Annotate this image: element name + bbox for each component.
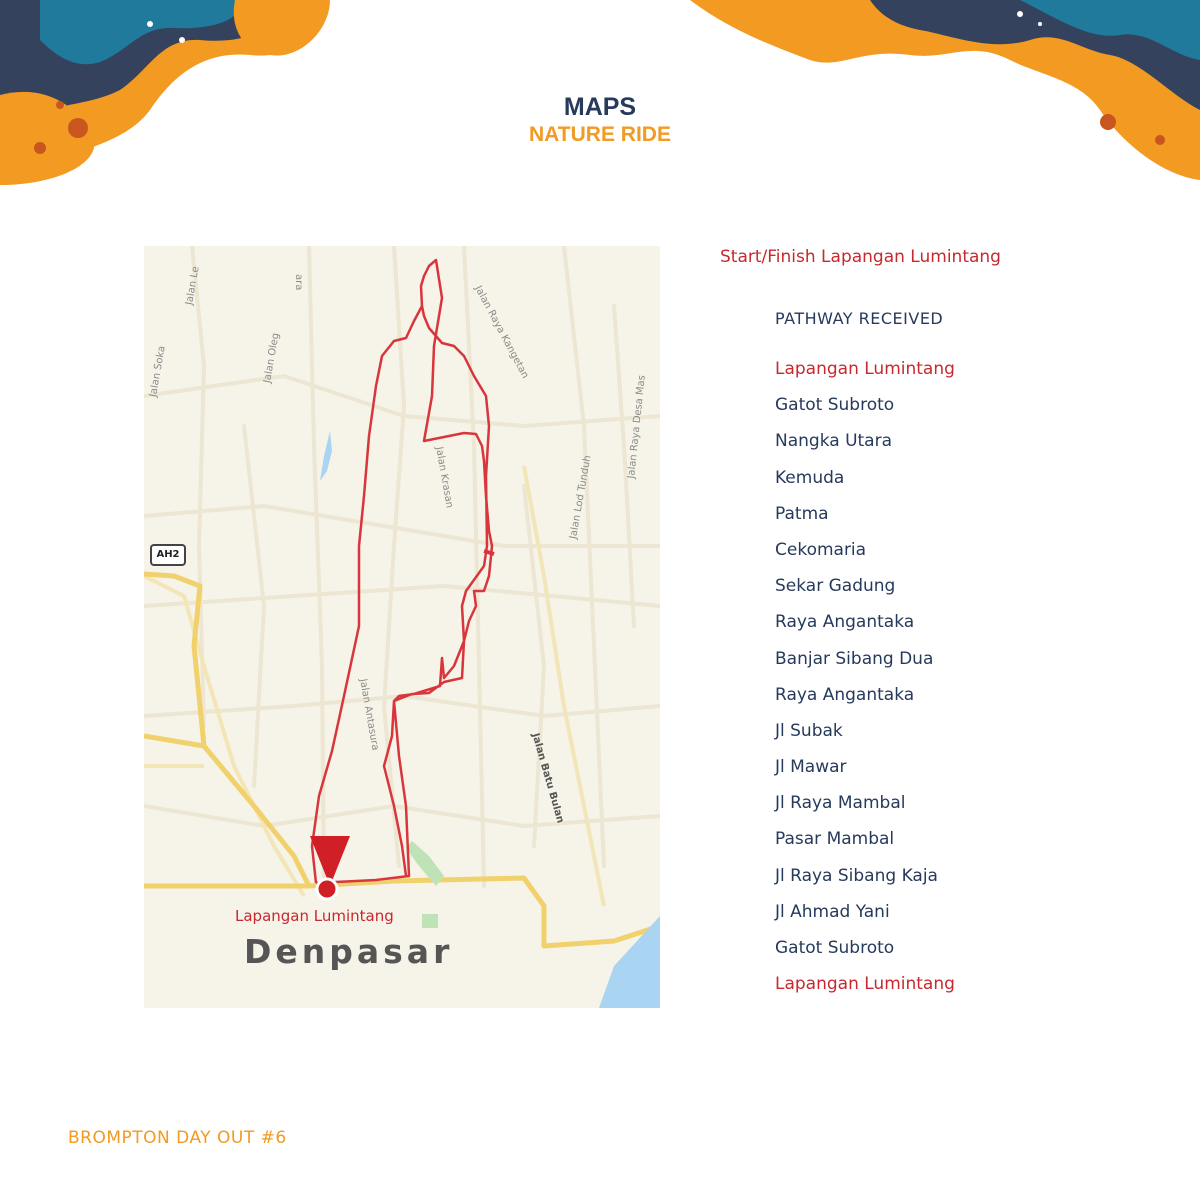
route-stop: Jl Subak [775, 720, 843, 741]
road-label: Jalan Le [184, 265, 202, 306]
route-stop: Jl Raya Sibang Kaja [775, 865, 938, 886]
route-stop: Lapangan Lumintang [775, 359, 955, 379]
route-stop: Pasar Mambal [775, 829, 895, 850]
page-title: MAPS [563, 93, 637, 121]
route-stop: Jl Ahmad Yani [775, 901, 890, 922]
route-stop: Sekar Gadung [775, 576, 896, 597]
route-stop: Jl Raya Mambal [775, 793, 906, 814]
road-label: Jalan Oleg [262, 332, 282, 384]
route-stop: Cekomaria [775, 539, 867, 560]
route-stop: Gatot Subroto [775, 938, 895, 958]
pathway-heading: PATHWAY RECEIVED [775, 309, 944, 328]
road-label: Jalan Antasura [357, 678, 381, 752]
start-finish-label: Start/Finish Lapangan Lumintang [720, 247, 1001, 267]
page-header [0, 92, 1200, 148]
road-label: Jalan Raya Desa Mas [626, 374, 648, 480]
road-label: Jalan Batu Bulan [529, 732, 566, 825]
road-label: ara [293, 274, 304, 291]
route-stop-list [775, 357, 955, 1008]
route-map[interactable] [144, 246, 660, 1008]
road-label: Jalan Soka [148, 345, 168, 398]
highway-badge: AH2 [150, 544, 186, 566]
route-info [720, 247, 1001, 267]
road-label: Jalan Raya Kangetan [472, 284, 531, 381]
page-subtitle: NATURE RIDE [529, 123, 671, 146]
footer-text: BROMPTON DAY OUT #6 [68, 1128, 287, 1148]
road-label: Jalan Lod Tunduh [568, 454, 594, 540]
map-pin-icon [310, 836, 350, 899]
city-label: Denpasar [244, 932, 454, 971]
road-label: Jalan Krasan [433, 446, 455, 509]
route-stop: Jl Mawar [775, 757, 847, 778]
map-canvas [144, 246, 660, 1008]
route-path [316, 260, 492, 883]
marker-label: Lapangan Lumintang [235, 907, 394, 925]
route-stop: Lapangan Lumintang [775, 974, 955, 995]
route-stop: Raya Angantaka [775, 612, 915, 633]
route-stop: Raya Angantaka [775, 684, 915, 705]
route-stop: Patma [775, 503, 829, 524]
route-stop: Nangka Utara [775, 431, 892, 452]
route-stop: Banjar Sibang Dua [775, 648, 934, 669]
route-stop: Kemuda [775, 467, 845, 488]
route-stop: Gatot Subroto [775, 395, 895, 416]
